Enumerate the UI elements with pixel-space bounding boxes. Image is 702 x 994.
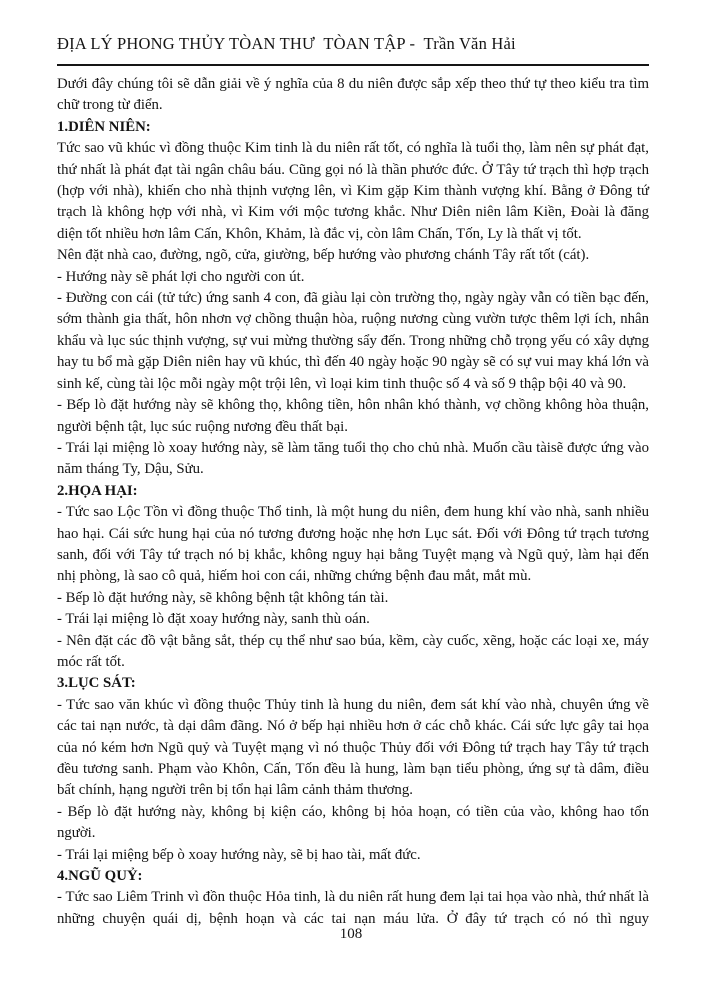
section-heading-luc-sat: 3.LỤC SÁT: xyxy=(57,675,136,692)
paragraph-continued: - Tức sao Liêm Trinh vì đồn thuộc Hỏa tinh, là du niên rất hung đem lại tai họa vào nhà, thứ nhất là những chuyện quái dị, bệnh hoạn và các tai nạn máu lửa. Ở đây tứ trạch có nó thì nguy xyxy=(57,889,649,927)
paragraph: - Trái lại miệng lò đặt xoay hướng này, sanh thù oán. xyxy=(57,611,370,628)
paragraph: - Nên đặt các đồ vật bằng sắt, thép cụ thể như sao búa, kềm, cày cuốc, xẽng, hoặc các loại xe, máy móc rất tốt. xyxy=(57,632,649,670)
header-rule xyxy=(57,64,649,66)
paragraph: - Hướng này sẽ phát lợi cho người con út. xyxy=(57,268,305,285)
body-text xyxy=(57,74,649,930)
page-content xyxy=(57,34,649,930)
paragraph: - Trái lại miệng bếp ò xoay hướng này, sẽ bị hao tài, mất đức. xyxy=(57,846,421,863)
paragraph: - Tức sao văn khúc vì đồng thuộc Thủy tinh là hung du niên, đem sát khí vào nhà, chuyên ứng về các tai nạn nước, tà dại dâm đãng. Nó ở bếp hại nhiều hơn ở các chỗ khác. Cái sức lực gây tai họa của nó kém hơn Ngũ quỷ và Tuyệt mạng vì nó thuộc Thủy đối với Đông tứ trạch hay Tây tứ trạch đều tương sanh. Phạm vào Khôn, Cấn, Tốn đều là hung, làm bạn tiểu phòng, ứng sự tà dâm, điều bất chính, hạng người trên bị tổn hại lâm cảnh thảm thương. xyxy=(57,696,649,799)
paragraph: - Đường con cái (tử tức) ứng sanh 4 con, đã giàu lại còn trường thọ, ngày ngày vẫn có tiền bạc đến, sớm thành gia thất, hôn nhơn vợ chồng thuận hòa, ruộng nương cùng vườn tược thêm lợi ích, nhân khẩu và lục súc thịnh vượng, sự vui mừng thường sẩy đến. Trong những chỗ trọng yếu có xây dựng hay tu bổ mà gặp Diên niên hay vũ khúc, thì đến 40 ngày hoặc 90 ngày sẽ có sự vui may khá lớn và sinh kế, cùng tài lộc mỗi ngày một trội lên, vì loại kim tinh thuộc số 4 và số 9 thập bội 40 và 90. xyxy=(57,290,649,392)
paragraph: - Tức sao Lộc Tồn vì đồng thuộc Thổ tinh, là một hung du niên, đem hung khí vào nhà, sanh nhiều hao hại. Cái sức hung hại của nó tương đương hoặc nhẹ hơn Lục sát. Đối với Đông tứ trạch tương sanh, đối với Tây tứ trạch nó bị khắc, không nguy hại bằng Tuyệt mạng và Ngũ quỷ, làm hại đến nhị phòng, là sao cô quả, hiếm hoi con cái, những chứng bệnh đau mắt, mắt mù. xyxy=(57,504,649,585)
paragraph: - Bếp lò đặt hướng này, không bị kiện cáo, không bị hỏa hoạn, có tiền của vào, không hao tổn người. xyxy=(57,803,649,842)
section-heading-hoa-hai: 2.HỌA HẠI: xyxy=(57,482,138,499)
section-heading-ngu-quy: 4.NGŨ QUỶ: xyxy=(57,868,143,885)
paragraph: Nên đặt nhà cao, đường, ngõ, cửa, giường, bếp hướng vào phương chánh Tây rất tốt (cát). xyxy=(57,247,590,264)
paragraph: Tức sao vũ khúc vì đồng thuộc Kim tinh là du niên rất tốt, có nghĩa là tuổi thọ, làm nên sự phát đạt, thứ nhất là phát đạt tài ngân châu báu. Cũng gọi nó là thần phước đức. Ở Tây tứ trạch thì hợp trạch (hợp với nhà), khiến cho nhà thịnh vượng lên, vì Kim gặp Kim thành vượng khí. Bằng ở Đông tứ trạch là không hợp với nhà, vì Kim với mộc tương khắc. Như Diên niên lâm Kiền, Đoài là đăng diện tốt nhiều hơn lâm Cấn, Khôn, Khảm, là đắc vị, còn lâm Chấn, Tốn, Ly là thất vị tốt. xyxy=(57,140,649,242)
intro-paragraph: Dưới đây chúng tôi sẽ dẫn giải về ý nghĩa của 8 du niên được sắp xếp theo thứ tự theo kiểu tra tìm chữ trong từ điển. xyxy=(57,76,649,114)
paragraph: - Bếp lò đặt hướng này sẽ không thọ, không tiền, hôn nhân khó thành, vợ chồng không hòa thuận, người bệnh tật, lục súc ruộng nương đều thất bại. xyxy=(57,397,649,435)
section-heading-dien-nien: 1.DIÊN NIÊN: xyxy=(57,118,151,135)
paragraph: - Trái lại miệng lò xoay hướng này, sẽ làm tăng tuổi thọ cho chủ nhà. Muốn cầu tàisẽ được ứng vào năm tháng Ty, Dậu, Sửu. xyxy=(57,439,649,478)
paragraph: - Bếp lò đặt hướng này, sẽ không bệnh tật không tán tài. xyxy=(57,589,389,606)
page-number: 108 xyxy=(339,926,363,942)
header-title: ĐỊA LÝ PHONG THỦY TÒAN THƯ TÒAN TẬP - Trần Văn Hải xyxy=(57,34,516,53)
page-header xyxy=(57,34,649,66)
